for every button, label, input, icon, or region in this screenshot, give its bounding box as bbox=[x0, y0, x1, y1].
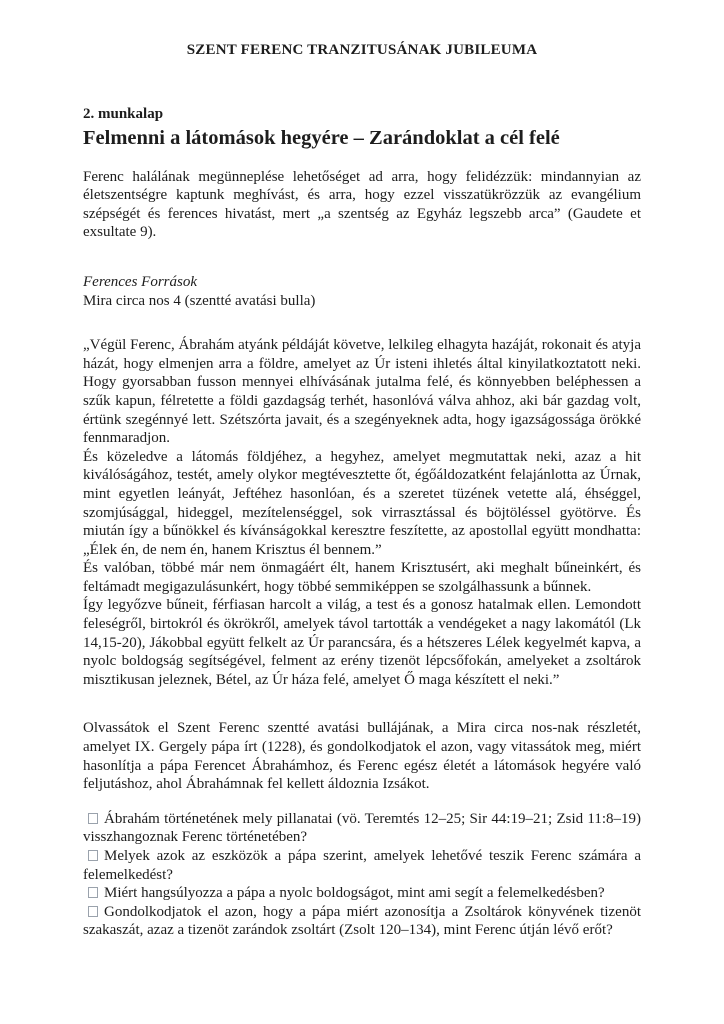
sources-section bbox=[83, 273, 641, 310]
checkbox-icon bbox=[88, 813, 98, 824]
question-text: Melyek azok az eszközök a pápa szerint, amelyek lehetővé teszik Ferenc számára a felemelkedést? bbox=[83, 848, 641, 883]
instruction-paragraph: Olvassátok el Szent Ferenc szentté avatási bullájának, a Mira circa nos-nak részletét, amelyet IX. Gergely pápa írt (1228), és gondolkodjatok el azon, vagy vitassátok meg, miért hasonlítja a pápa Ferencet Ábrahámhoz, és Ferenc egész életét a látomások hegyére való feljutáshoz, ahol Ábrahámnak fel kellett áldoznia Izsákot. bbox=[83, 720, 641, 793]
checkbox-icon bbox=[88, 850, 98, 861]
question-item bbox=[83, 847, 641, 884]
quote-paragraph: „Végül Ferenc, Ábrahám atyánk példáját követve, lelkileg elhagyta hazáját, rokonait és atyja házát, hogy elmenjen arra a földre, amelyet az Úr isteni ihletés által kinyilatkoztatott neki. Hogy gyorsabban fusson mennyei elhívásának jutalma felé, és könnyebben beléphessen a szűk kapun, félretette a földi gazdagság terhét, hasonlóvá válva ahhoz, aki bár gazdag volt, értünk szegénnyé lett. Szétszórta javait, és a szegényeknek adta, hogy igazságossága örökké fennmaradjon. bbox=[83, 337, 641, 447]
question-text: Miért hangsúlyozza a pápa a nyolc boldogságot, mint ami segít a felemelkedésben? bbox=[104, 885, 605, 902]
question-item bbox=[83, 903, 641, 940]
worksheet-label: 2. munkalap bbox=[83, 106, 164, 122]
question-item bbox=[83, 810, 641, 847]
questions-list bbox=[83, 810, 641, 940]
question-text: Ábrahám történetének mely pillanatai (vö. Teremtés 12–25; Sir 44:19–21; Zsid 11:8–19) visszhangoznak Ferenc történetében? bbox=[83, 810, 641, 846]
intro-paragraph: Ferenc halálának megünneplése lehetőséget ad arra, hogy felidézzük: mindannyian az életszentségre kaptunk meghívást, és arra, hogy ezzel visszatükrözzük az evangélium szépségét és ferences hivatást, mert „a szentség az Egyház legszebb arca” (Gaudete et exsultate 9). bbox=[83, 168, 641, 241]
question-text: Gondolkodjatok el azon, hogy a pápa miért azonosítja a Zsoltárok könyvének tizenöt szakaszát, azaz a tizenöt zarándok zsoltárt (Zsolt 120–134), mint Ferenc útján lévő erőt? bbox=[83, 903, 641, 939]
question-item bbox=[83, 884, 641, 903]
source-reference: Mira circa nos 4 (szentté avatási bulla) bbox=[83, 292, 316, 309]
sources-heading: Ferences Források bbox=[83, 273, 197, 290]
checkbox-icon bbox=[88, 906, 98, 917]
page-title: Felmenni a látomások hegyére – Zarándoklat a cél felé bbox=[83, 127, 560, 149]
checkbox-icon bbox=[88, 887, 98, 898]
quote-block bbox=[83, 336, 641, 689]
quote-paragraph: Így legyőzve bűneit, férfiasan harcolt a világ, a test és a gonosz hatalmak ellen. Lemondott feleségről, birtokról és ökrökről, amelyek távol tartották a vendégeket a nagy lakomától (Lk 14,15-20), Jákobbal együtt felkelt az Úr parancsára, és a hétszeres Lélek kegyelmét kapva, a nyolc boldogság segítségével, felment az erény tizenöt lépcsőfokán, amelyeket a zsoltárok misztikusan jeleznek, Bétel, az Úr háza felé, amelyet Ő maga készített el neki.” bbox=[83, 597, 641, 688]
document-header: SZENT FERENC TRANZITUSÁNAK JUBILEUMA bbox=[186, 42, 538, 58]
quote-paragraph: És közeledve a látomás földjéhez, a hegyhez, amelyet megmutattak neki, azaz a hit kiválóságához, testét, amely olykor megtévesztette őt, égőáldozatként felajánlotta az Úrnak, mint egyetlen leányát, Jeftéhez hasonlóan, és a szeretet tüzének vetette alá, éhséggel, szomjúsággal, hideggel, mezítelenséggel, sok virrasztással és böjtöléssel gyötörve. És miután így a bűnökkel és kívánságokkal keresztre feszítette, az apostollal együtt mondhatta: „Élek én, de nem én, hanem Krisztus él bennem.” bbox=[83, 448, 641, 558]
quote-paragraph: És valóban, többé már nem önmagáért élt, hanem Krisztusért, aki meghalt bűneinkért, és feltámadt megigazulásunkért, hogy többé semmiképpen se szolgálhassunk a bűnnek. bbox=[83, 560, 641, 595]
